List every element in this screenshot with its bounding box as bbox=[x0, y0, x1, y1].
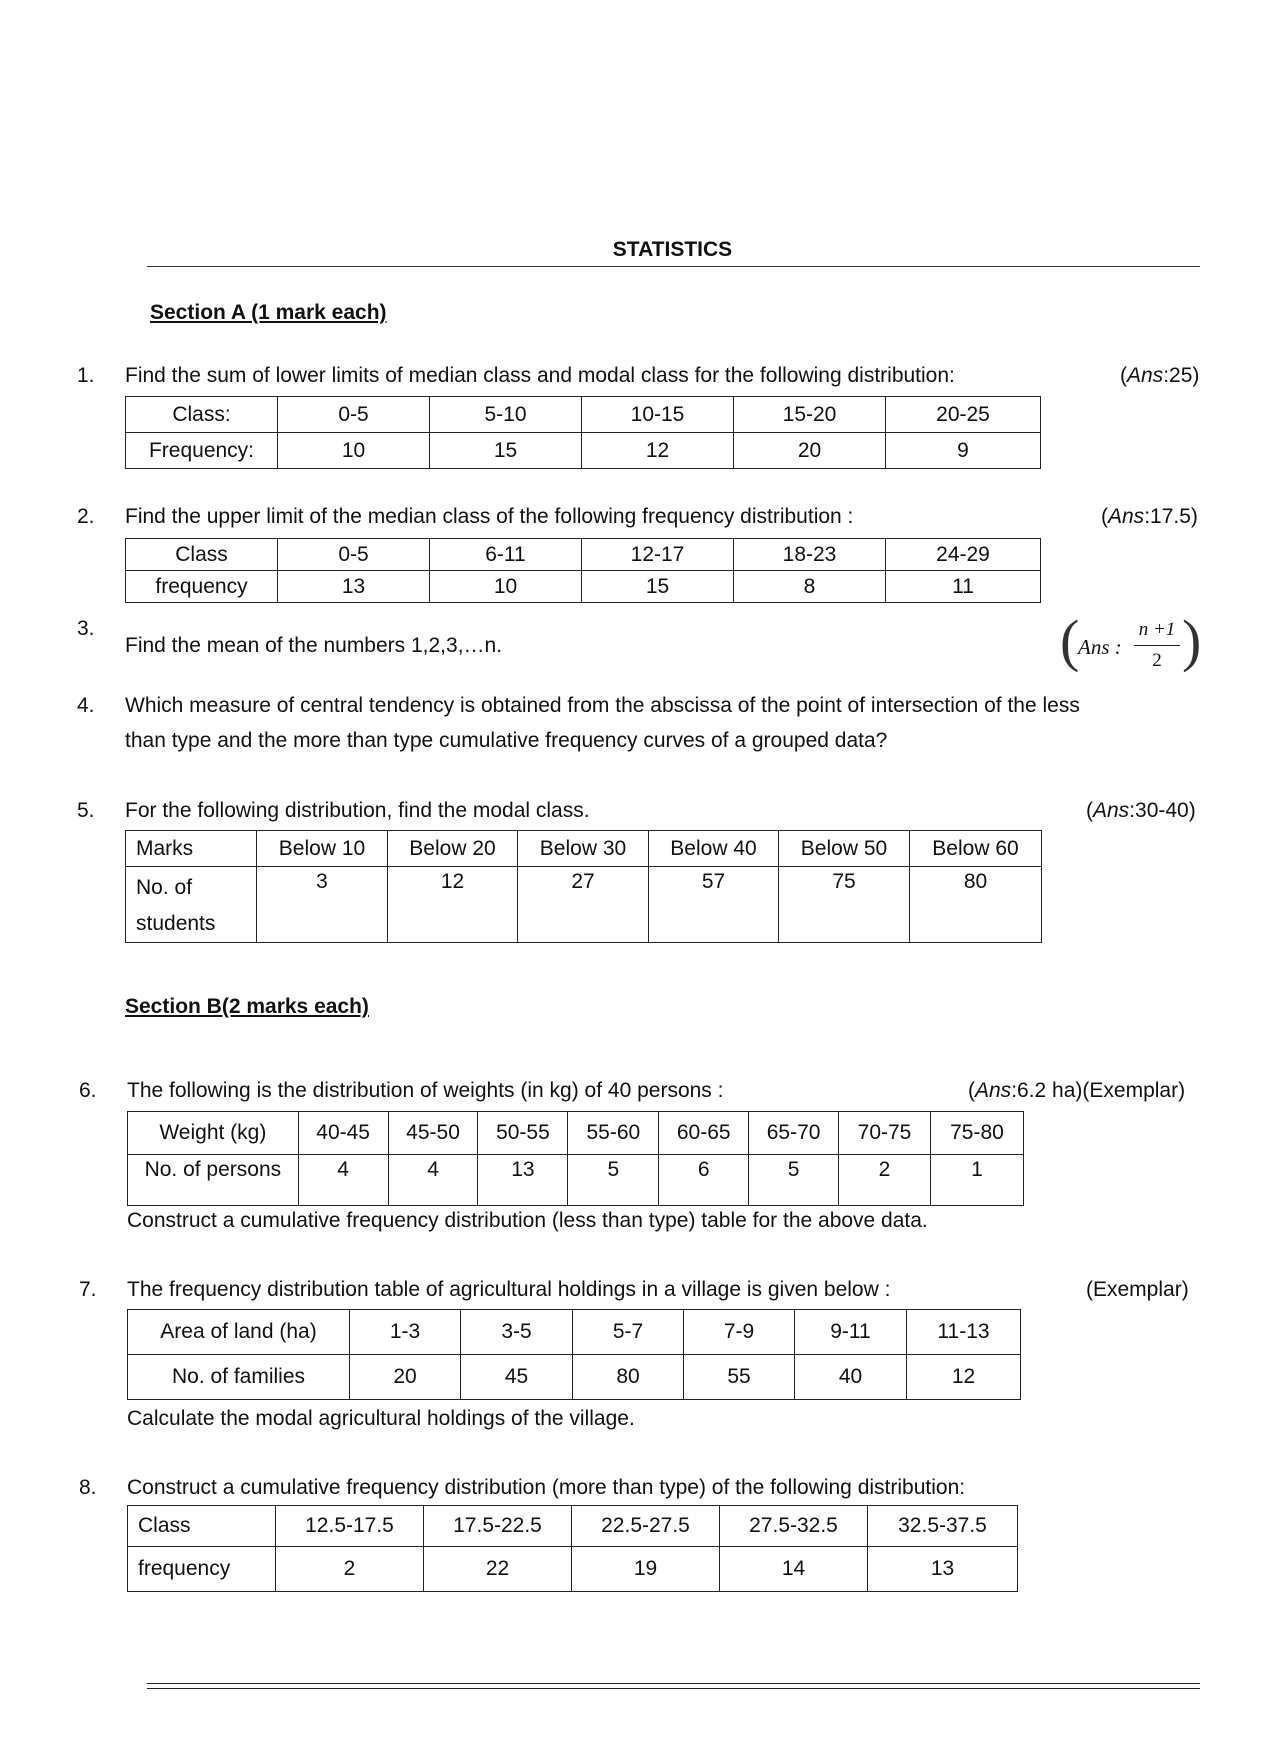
question-7-text: The frequency distribution table of agricultural holdings in a village is given below : bbox=[127, 1278, 891, 1301]
question-6-text: The following is the distribution of weights (in kg) of 40 persons : bbox=[127, 1079, 724, 1102]
question-4-text-line2: than type and the more than type cumulative frequency curves of a grouped data? bbox=[125, 729, 888, 752]
question-1-answer: (Ans:25) bbox=[1120, 364, 1200, 387]
question-6-instruction: Construct a cumulative frequency distribution (less than type) table for the above data. bbox=[127, 1209, 928, 1232]
table-row: Weight (kg) 40-45 45-50 50-55 55-60 60-65 65-70 70-75 75-80 bbox=[128, 1112, 1024, 1155]
question-8-table bbox=[127, 1505, 1018, 1592]
table-row: frequency 2 22 19 14 13 bbox=[128, 1547, 1018, 1592]
question-7-answer: (Exemplar) bbox=[1086, 1278, 1189, 1301]
question-2-table bbox=[125, 538, 1041, 603]
question-6-number: 6. bbox=[79, 1079, 97, 1102]
question-1-text: Find the sum of lower limits of median class and modal class for the following distribution: bbox=[125, 364, 955, 387]
table-row: Class: 0-5 5-10 10-15 15-20 20-25 bbox=[126, 397, 1041, 433]
question-2-number: 2. bbox=[77, 505, 95, 528]
answer-denominator: 2 bbox=[1152, 650, 1162, 671]
table-row: Class 12.5-17.5 17.5-22.5 22.5-27.5 27.5-32.5 32.5-37.5 bbox=[128, 1506, 1018, 1547]
question-6-answer: (Ans:6.2 ha)(Exemplar) bbox=[968, 1079, 1186, 1102]
question-6-table bbox=[127, 1111, 1024, 1206]
answer-numerator: n +1 bbox=[1138, 619, 1176, 640]
question-4-number: 4. bbox=[77, 694, 95, 717]
question-5-answer: (Ans:30-40) bbox=[1086, 799, 1196, 822]
table-row: Class 0-5 6-11 12-17 18-23 24-29 bbox=[126, 539, 1041, 571]
section-a-heading: Section A (1 mark each) bbox=[150, 301, 387, 324]
answer-right-paren: ) bbox=[1182, 608, 1202, 673]
question-1-number: 1. bbox=[77, 364, 95, 387]
table-row: frequency 13 10 15 8 11 bbox=[126, 571, 1041, 603]
answer-left-paren: ( bbox=[1060, 608, 1080, 673]
question-8-number: 8. bbox=[79, 1476, 97, 1499]
table-row: Marks Below 10 Below 20 Below 30 Below 40 Below 50 Below 60 bbox=[126, 831, 1042, 867]
page-title: STATISTICS bbox=[612, 238, 733, 261]
question-5-table bbox=[125, 830, 1042, 943]
section-b-heading: Section B(2 marks each) bbox=[125, 995, 369, 1018]
question-1-table bbox=[125, 396, 1041, 469]
question-3-text: Find the mean of the numbers 1,2,3,…n. bbox=[125, 634, 503, 657]
question-7-number: 7. bbox=[79, 1278, 97, 1301]
question-7-table bbox=[127, 1309, 1021, 1400]
title-rule bbox=[147, 266, 1200, 267]
question-5-number: 5. bbox=[77, 799, 95, 822]
footer-rule-bottom bbox=[147, 1688, 1200, 1689]
question-7-instruction: Calculate the modal agricultural holdings of the village. bbox=[127, 1407, 635, 1430]
question-4-text-line1: Which measure of central tendency is obtained from the abscissa of the point of intersection of the less bbox=[125, 694, 1080, 717]
question-8-text: Construct a cumulative frequency distribution (more than type) of the following distribution: bbox=[127, 1476, 966, 1499]
question-3-number: 3. bbox=[77, 617, 95, 640]
table-row: No. of families 20 45 80 55 40 12 bbox=[128, 1355, 1021, 1400]
table-row: Area of land (ha) 1-3 3-5 5-7 7-9 9-11 11-13 bbox=[128, 1310, 1021, 1355]
question-2-text: Find the upper limit of the median class of the following frequency distribution : bbox=[125, 505, 854, 528]
table-row: Frequency: 10 15 12 20 9 bbox=[126, 433, 1041, 469]
question-3-answer-label: Ans : bbox=[1078, 635, 1122, 659]
table-row: No. of students 3 12 27 57 75 80 bbox=[126, 867, 1042, 943]
question-2-answer: (Ans:17.5) bbox=[1101, 505, 1198, 528]
question-5-text: For the following distribution, find the modal class. bbox=[125, 799, 590, 822]
footer-rule-top bbox=[147, 1683, 1200, 1684]
table-row: No. of persons 4 4 13 5 6 5 2 1 bbox=[128, 1155, 1024, 1206]
fraction-bar bbox=[1134, 645, 1180, 646]
